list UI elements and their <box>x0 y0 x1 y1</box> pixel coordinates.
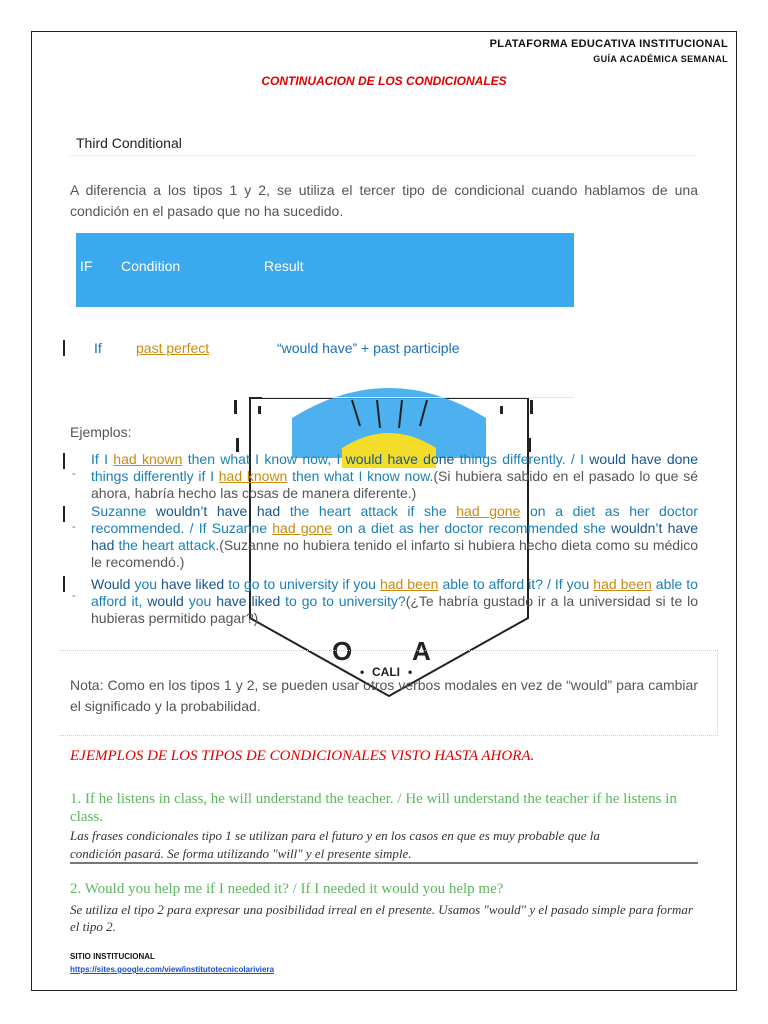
example-marker <box>63 453 65 469</box>
example-fragment: had gone <box>272 520 332 536</box>
example-fragment: have liked <box>216 593 281 609</box>
bullet-dash: - <box>72 590 76 602</box>
row-result: “would have” + past participle <box>277 340 460 356</box>
guide-header: GUÍA ACADÉMICA SEMANAL <box>593 54 728 64</box>
example-fragment: then what I know now, I <box>182 451 346 467</box>
institution-header: PLATAFORMA EDUCATIVA INSTITUCIONAL <box>489 38 728 50</box>
footer-label: SITIO INSTITUCIONAL <box>70 952 155 961</box>
types-heading: EJEMPLOS DE LOS TIPOS DE CONDICIONALES VISTO HASTA AHORA. <box>70 748 535 764</box>
svg-text:•: • <box>360 665 365 679</box>
header-if: IF <box>80 258 93 274</box>
divider <box>262 397 574 398</box>
type1-explanation-a: Las frases condicionales tipo 1 se utilizan para el futuro y en los casos en que es muy probable que la <box>70 828 600 843</box>
document-title: CONTINUACION DE LOS CONDICIONALES <box>261 74 507 88</box>
example-fragment: wouldn’t have had <box>91 520 698 553</box>
example-marker <box>63 506 65 522</box>
example-fragment: If I <box>91 451 114 467</box>
bullet-dash: - <box>72 521 76 533</box>
examples-label: Ejemplos: <box>70 424 132 440</box>
example-fragment: things differently if I <box>91 468 219 484</box>
type2-example: 2. Would you help me if I needed it? / If I needed it would you help me? <box>70 881 504 897</box>
type2-explanation: Se utiliza el tipo 2 para expresar una posibilidad irreal en el presente. Usamos "would" y el pasado simple para formar el tipo 2. <box>70 902 693 934</box>
example-fragment: (¿Te habría gustado ir a la universidad si te lo hubieras permitido pagar?) <box>91 593 699 626</box>
watermark-text: CALI <box>372 665 400 679</box>
example-fragment: things differently. / I <box>454 451 590 467</box>
example-fragment: had gone <box>456 503 521 519</box>
footer-link[interactable]: https://sites.google.com/view/institutotecnicolariviera <box>70 965 275 974</box>
example-fragment: to go to university? <box>280 593 406 609</box>
header-result: Result <box>264 258 304 274</box>
example-3 <box>91 576 698 627</box>
svg-text:A: A <box>412 636 431 666</box>
example-fragment: would have done <box>345 451 455 467</box>
example-fragment: would have done <box>589 451 698 467</box>
divider <box>70 862 698 864</box>
example-fragment: to go to university if you <box>224 576 380 592</box>
note-paragraph: Nota: Como en los tipos 1 y 2, se pueden usar otros verbos modales en vez de “would” para cambiar el significado y la probabilidad. <box>70 677 698 714</box>
example-fragment: had been <box>593 576 652 592</box>
example-fragment: able to afford it? / If you <box>438 576 594 592</box>
example-fragment: on a diet as her doctor recommended she <box>332 520 612 536</box>
example-fragment: Would <box>91 576 131 592</box>
example-fragment: would <box>147 593 184 609</box>
example-fragment: then what I know now. <box>287 468 434 484</box>
svg-text:O: O <box>332 636 353 666</box>
intro-paragraph: A diferencia a los tipos 1 y 2, se utiliza el tercer tipo de condicional cuando hablamos de una condición en el pasado que no ha sucedido. <box>70 182 698 219</box>
bullet-dash: - <box>72 468 76 480</box>
example-fragment: the heart attack. <box>114 537 220 553</box>
type1-example: 1. If he listens in class, he will understand the teacher. / He will understand the teacher if he listens in class. <box>70 791 677 825</box>
example-fragment: had been <box>379 576 439 592</box>
row-if: If <box>94 340 102 356</box>
row-condition: past perfect <box>136 340 210 356</box>
example-fragment: had known <box>218 468 288 484</box>
example-fragment: you <box>183 593 217 609</box>
example-fragment: (Si hubiera sabido en el pasado lo que sé ahora, habría hecho las cosas de manera diferente.) <box>91 468 698 501</box>
example-fragment: able to afford it, <box>91 576 698 609</box>
example-fragment: had known <box>113 451 183 467</box>
example-fragment: you <box>130 576 162 592</box>
divider <box>70 155 696 156</box>
example-marker <box>63 576 65 592</box>
example-fragment: Suzanne <box>91 503 156 519</box>
row-marker <box>63 340 65 356</box>
example-2 <box>91 503 698 571</box>
type1-explanation-b: condición pasará. Se forma utilizando "will" y el presente simple. <box>70 846 412 861</box>
example-fragment: have liked <box>161 576 225 592</box>
example-1 <box>91 451 698 502</box>
section-title: Third Conditional <box>76 135 182 151</box>
example-fragment: the heart attack if she <box>280 503 457 519</box>
header-condition: Condition <box>121 258 181 274</box>
example-fragment: (Suzanne no hubiera tenido el infarto si hubiera hecho dieta como su médico le recomendó.) <box>91 537 698 570</box>
example-fragment: wouldn’t have had <box>155 503 281 519</box>
conditional-table-header <box>76 233 574 307</box>
example-fragment: on a diet as her doctor recommended. / If Suzanne <box>91 503 698 536</box>
svg-text:•: • <box>408 665 413 679</box>
